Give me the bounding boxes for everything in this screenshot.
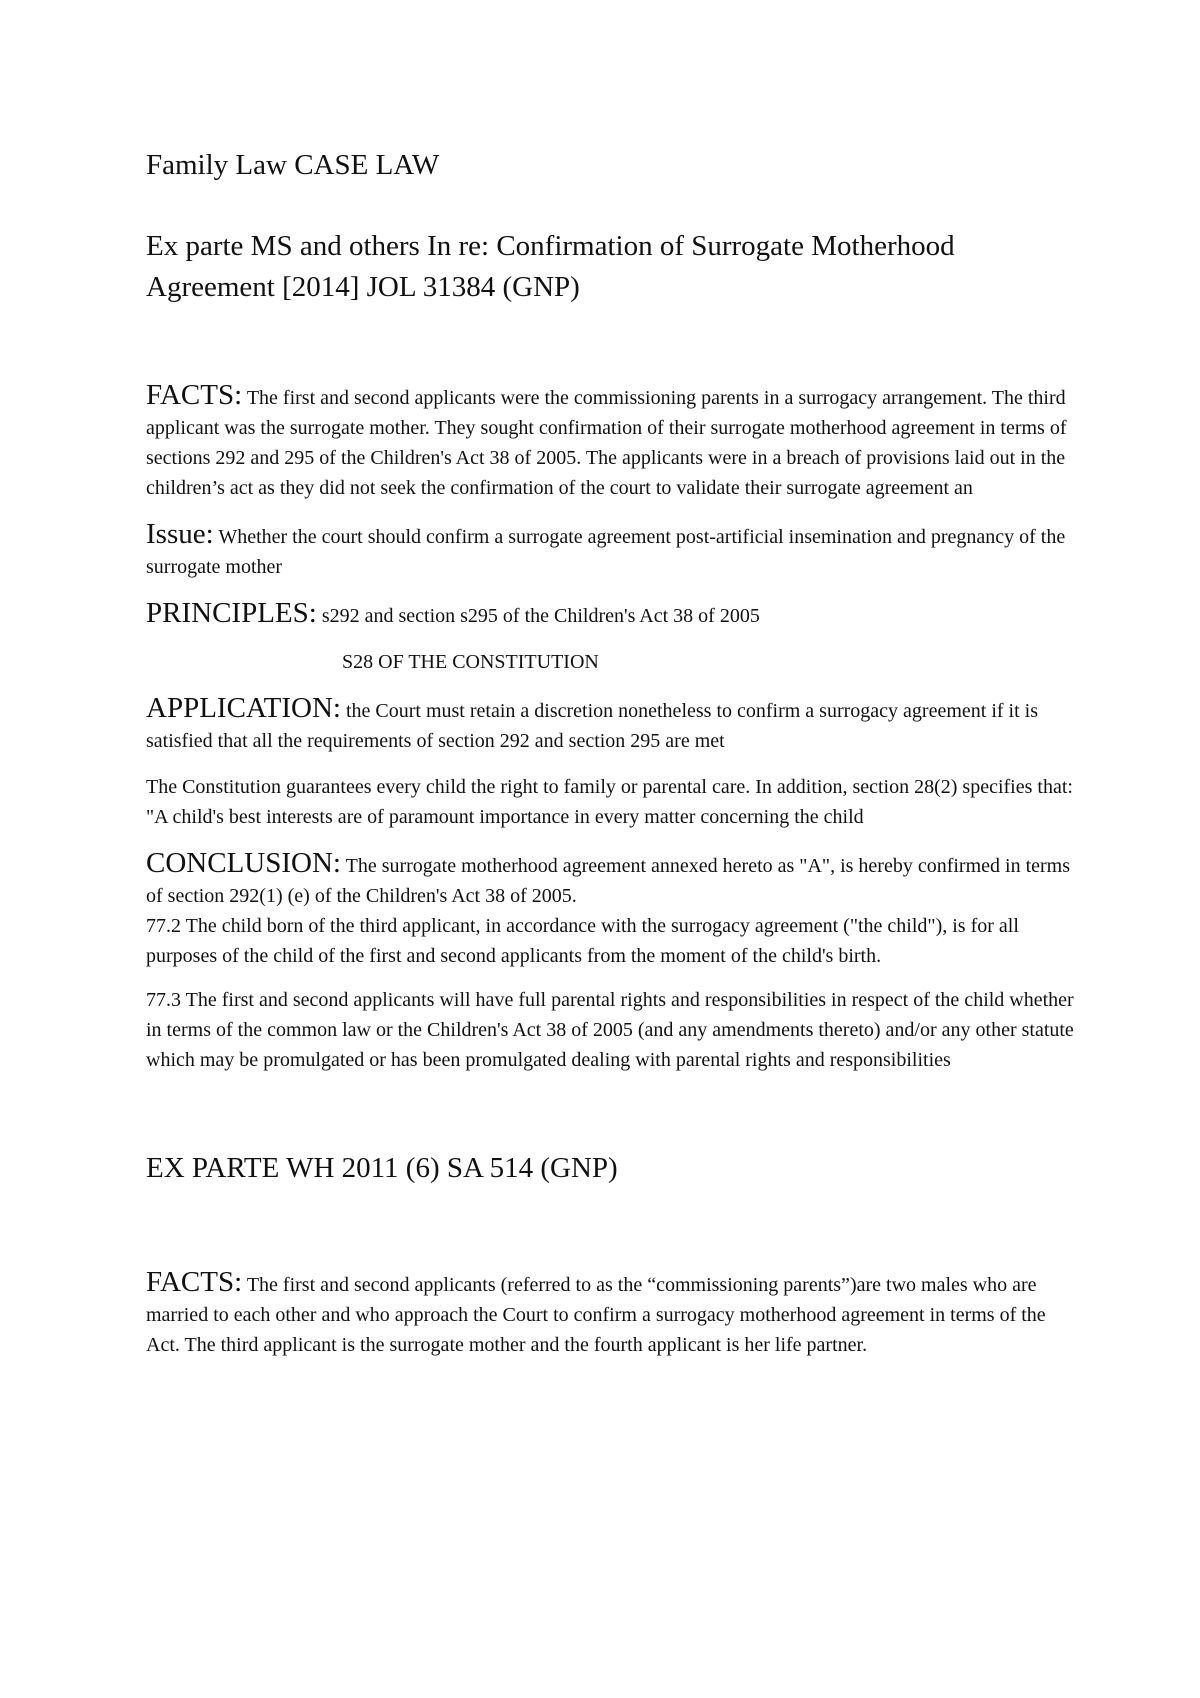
case-1-principles — [146, 598, 1076, 631]
principles-label: PRINCIPLES: — [146, 597, 317, 629]
issue-text: Whether the court should confirm a surrogate agreement post-artificial insemination and pregnancy of the surrogate mother — [146, 526, 1066, 578]
case-1-title: Ex parte MS and others In re: Confirmation of Surrogate Motherhood Agreement [2014] JOL 31384 (GNP) — [146, 230, 955, 303]
case-2-title: EX PARTE WH 2011 (6) SA 514 (GNP) — [146, 1152, 618, 1184]
facts-label: FACTS: — [146, 1266, 243, 1298]
facts-text: The first and second applicants were the commissioning parents in a surrogacy arrangement. The third applicant was the surrogate mother. They sought confirmation of their surrogate motherhood agreement in terms of sections 292 and 295 of the Children's Act 38 of 2005. The applicants were in a breach of provisions laid out in the children’s act as they did not seek the confirmation of the court to validate their surrogate agreement an — [146, 387, 1067, 499]
case-1-facts — [146, 380, 1076, 503]
facts-text: The first and second applicants (referred to as the “commissioning parents”)are two males who are married to each other and who approach the Court to confirm a surrogacy motherhood agreement in terms of the Act. The third applicant is the surrogate mother and the fourth applicant is her life partner. — [146, 1274, 1046, 1356]
application-label: APPLICATION: — [146, 692, 341, 724]
application-text: the Court must retain a discretion nonetheless to confirm a surrogacy agreement if it is satisfied that all the requirements of section 292 and section 295 are met — [146, 700, 1038, 752]
case-1-conclusion — [146, 848, 1076, 971]
conclusion-text: The surrogate motherhood agreement annexed hereto as "A", is hereby confirmed in terms of section 292(1) (e) of the Children's Act 38 of 2005. — [146, 855, 1071, 907]
principles-text: s292 and section s295 of the Children's Act 38 of 2005 — [321, 605, 760, 627]
facts-label: FACTS: — [146, 379, 243, 411]
document-title: Family Law CASE LAW — [146, 149, 440, 181]
case-1-issue — [146, 519, 1076, 582]
case-2-facts — [146, 1267, 1076, 1360]
conclusion-77-3: 77.3 The first and second applicants will have full parental rights and responsibilities in respect of the child whether in terms of the common law or the Children's Act 38 of 2005 (and any amendments thereto) and/or any other statute which may be promulgated or has been promulgated dealing with parental rights and responsibilities — [146, 989, 1074, 1071]
application-constitution-paragraph: The Constitution guarantees every child the right to family or parental care. In addition, section 28(2) specifies that: "A child's best interests are of paramount importance in every matter concerning the child — [146, 776, 1073, 828]
case-1-application — [146, 693, 1076, 756]
conclusion-label: CONCLUSION: — [146, 847, 341, 879]
principles-constitution: S28 OF THE CONSTITUTION — [342, 651, 599, 673]
conclusion-77-2: 77.2 The child born of the third applicant, in accordance with the surrogacy agreement ("the child"), is for all purposes of the child of the first and second applicants from the moment of the child's birth. — [146, 915, 1019, 967]
document-body — [146, 148, 1076, 1376]
issue-label: Issue: — [146, 518, 214, 550]
